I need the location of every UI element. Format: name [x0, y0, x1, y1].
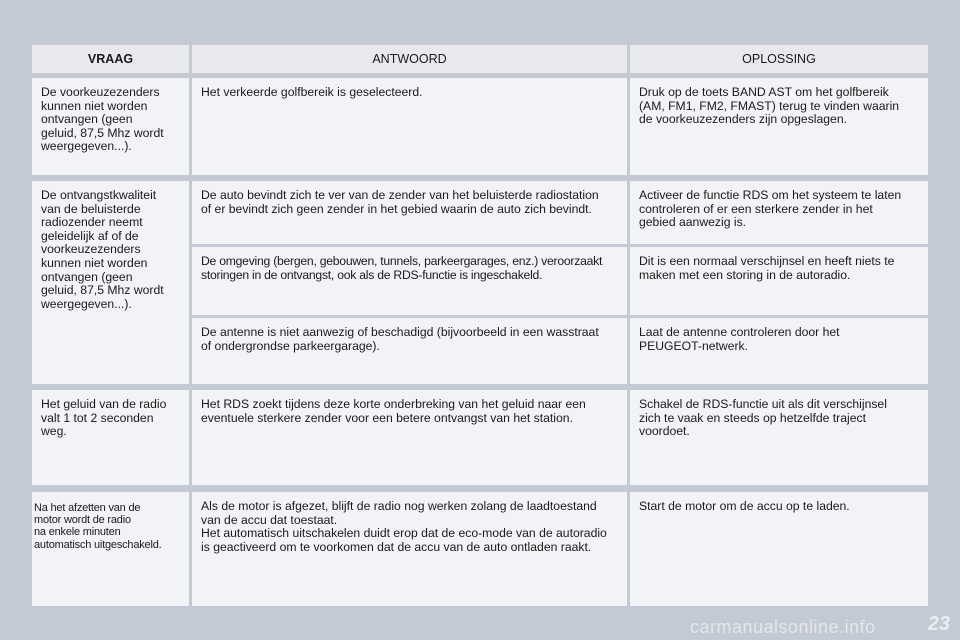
row1-solution: Druk op de toets BAND AST om het golfbereik (AM, FM1, FM2, FMAST) terug te vinden waarin de voorkeuzezenders zijn opgeslagen.: [630, 78, 928, 175]
row3-answer: Het RDS zoekt tijdens deze korte onderbreking van het geluid naar een eventuele sterkere zender voor een betere ontvangst van het station.: [192, 390, 627, 485]
row2-question: De ontvangstkwaliteit van de beluisterde radiozender neemt geleidelijk af of de voorkeuzezenders kunnen niet worden ontvangen (geen geluid, 87,5 Mhz wordt weergegeven...).: [32, 181, 189, 384]
row3-question: Het geluid van de radio valt 1 tot 2 seconden weg.: [32, 390, 189, 485]
watermark: carmanualsonline.info: [690, 617, 876, 637]
row4-answer: Als de motor is afgezet, blijft de radio nog werken zolang de laadtoestand van de accu dat toestaat. Het automatisch uitschakelen duidt erop dat de eco-mode van de autoradio is geactiveerd om te voorkomen dat de accu van de auto ontladen raakt.: [192, 492, 627, 606]
header-solution: OPLOSSING: [630, 45, 928, 73]
row2-answer-2: De omgeving (bergen, gebouwen, tunnels, parkeergarages, enz.) veroorzaakt storingen in de ontvangst, ook als de RDS-functie is ingeschakeld.: [192, 247, 627, 315]
row3-solution: Schakel de RDS-functie uit als dit verschijnsel zich te vaak en steeds op hetzelfde traject voordoet.: [630, 390, 928, 485]
row1-answer: Het verkeerde golfbereik is geselecteerd.: [192, 78, 627, 175]
row2-answer-3: De antenne is niet aanwezig of beschadigd (bijvoorbeeld in een wasstraat of ondergrondse parkeergarage).: [192, 318, 627, 384]
faq-table: [30, 43, 930, 608]
header-answer: ANTWOORD: [192, 45, 627, 73]
row2-solution-1: Activeer de functie RDS om het systeem te laten controleren of er een sterkere zender in het gebied aanwezig is.: [630, 181, 928, 244]
header-question: VRAAG: [32, 45, 189, 73]
row1-question: De voorkeuzezenders kunnen niet worden ontvangen (geen geluid, 87,5 Mhz wordt weergegeven...).: [32, 78, 189, 175]
row2-answer-1: De auto bevindt zich te ver van de zender van het beluisterde radiostation of er bevindt zich geen zender in het gebied waarin de auto zich bevindt.: [192, 181, 627, 244]
row4-solution: Start de motor om de accu op te laden.: [630, 492, 928, 606]
row2-solution-2: Dit is een normaal verschijnsel en heeft niets te maken met een storing in de autoradio.: [630, 247, 928, 315]
row2-solution-3: Laat de antenne controleren door het PEUGEOT-netwerk.: [630, 318, 928, 384]
page-number: 23: [927, 613, 950, 635]
row4-question: Na het afzetten van de motor wordt de radio na enkele minuten automatisch uitgeschakeld.: [32, 492, 189, 606]
